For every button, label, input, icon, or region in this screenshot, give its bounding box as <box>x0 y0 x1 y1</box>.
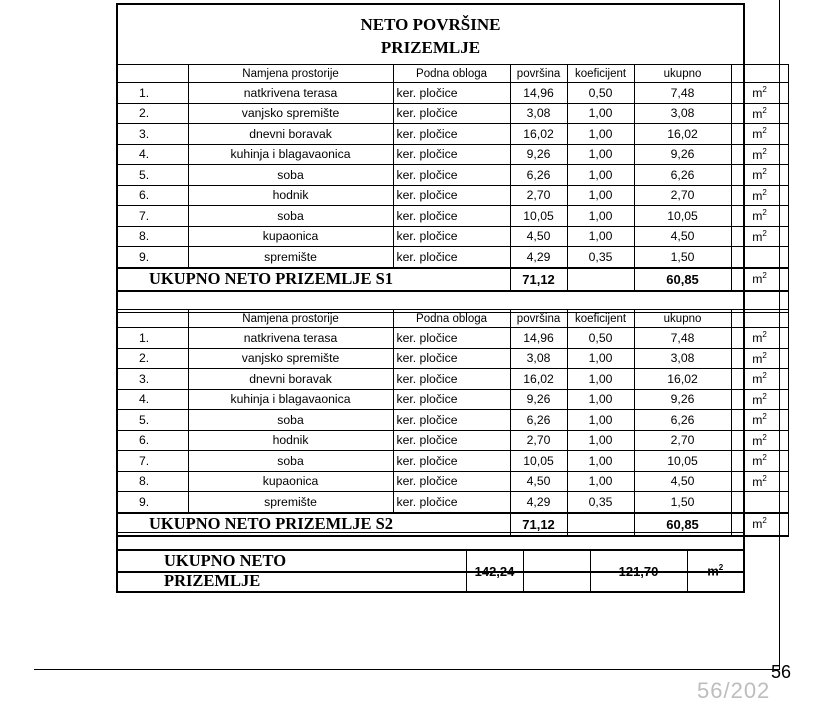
room-name: dnevni boravak <box>188 369 393 390</box>
table-row <box>117 492 789 513</box>
section-total-unit: $m^2$ <box>731 513 788 536</box>
grand-total-unit: $m^2$ <box>687 550 744 592</box>
section-total-sum: 60,85 <box>634 268 731 291</box>
room-coefficient: 1,00 <box>567 348 634 369</box>
unit-blank <box>731 492 788 513</box>
room-name: soba <box>188 165 393 186</box>
room-name: hodnik <box>188 430 393 451</box>
floor-covering: ker. pločice <box>393 247 510 268</box>
room-total: 4,50 <box>634 226 731 247</box>
table-row <box>117 83 789 104</box>
row-number: 6. <box>117 185 189 206</box>
table-row <box>117 103 789 124</box>
table-header-row <box>117 310 789 328</box>
unit-label: $m^2$ <box>731 389 788 410</box>
room-total: 7,48 <box>634 83 731 104</box>
header-unit <box>731 65 788 83</box>
room-coefficient: 1,00 <box>567 471 634 492</box>
room-coefficient: 1,00 <box>567 451 634 472</box>
room-total: 16,02 <box>634 124 731 145</box>
grand-total-area: 142,24 <box>466 550 523 592</box>
room-area: 9,26 <box>510 389 567 410</box>
room-coefficient: 1,00 <box>567 410 634 431</box>
header-name: Namjena prostorije <box>188 310 393 328</box>
unit-label: $m^2$ <box>731 226 788 247</box>
row-number: 8. <box>117 226 189 247</box>
room-coefficient: 0,50 <box>567 83 634 104</box>
header-total: ukupno <box>634 310 731 328</box>
header-area: površina <box>510 65 567 83</box>
unit-label: $m^2$ <box>731 430 788 451</box>
room-coefficient: 1,00 <box>567 206 634 227</box>
room-area: 6,26 <box>510 165 567 186</box>
room-coefficient: 1,00 <box>567 144 634 165</box>
room-total: 1,50 <box>634 492 731 513</box>
section-total-area: 71,12 <box>510 513 567 536</box>
unit-label: $m^2$ <box>731 369 788 390</box>
room-area: 3,08 <box>510 348 567 369</box>
row-number: 9. <box>117 492 189 513</box>
area-table-s1 <box>116 64 789 313</box>
floor-covering: ker. pločice <box>393 389 510 410</box>
room-total: 10,05 <box>634 206 731 227</box>
divider <box>116 532 745 533</box>
room-coefficient: 1,00 <box>567 165 634 186</box>
room-total: 9,26 <box>634 144 731 165</box>
room-coefficient: 0,50 <box>567 328 634 349</box>
room-name: spremište <box>188 492 393 513</box>
floor-covering: ker. pločice <box>393 165 510 186</box>
room-name: hodnik <box>188 185 393 206</box>
table-row <box>117 451 789 472</box>
table-row <box>117 185 789 206</box>
floor-covering: ker. pločice <box>393 451 510 472</box>
floor-covering: ker. pločice <box>393 369 510 390</box>
page-title <box>116 13 745 59</box>
floor-covering: ker. pločice <box>393 226 510 247</box>
room-area: 2,70 <box>510 185 567 206</box>
row-number: 5. <box>117 165 189 186</box>
unit-label: $m^2$ <box>731 144 788 165</box>
ghost-page-number: 56/202 <box>697 678 771 703</box>
floor-covering: ker. pločice <box>393 471 510 492</box>
room-name: soba <box>188 451 393 472</box>
table-row <box>117 471 789 492</box>
room-coefficient: 1,00 <box>567 124 634 145</box>
table-header-row <box>117 65 789 83</box>
header-floor: Podna obloga <box>393 65 510 83</box>
grand-total-sum: 121,70 <box>590 550 687 592</box>
table-row <box>117 124 789 145</box>
section-total-label: UKUPNO NETO PRIZEMLJE S1 <box>117 268 394 291</box>
table-row <box>117 206 789 227</box>
unit-label: $m^2$ <box>731 185 788 206</box>
unit-label: $m^2$ <box>731 451 788 472</box>
row-number: 3. <box>117 369 189 390</box>
header-total: ukupno <box>634 65 731 83</box>
title-line-2: PRIZEMLJE <box>380 38 481 57</box>
row-number: 3. <box>117 124 189 145</box>
room-name: vanjsko spremište <box>188 103 393 124</box>
row-number: 8. <box>117 471 189 492</box>
row-number: 2. <box>117 348 189 369</box>
room-name: dnevni boravak <box>188 124 393 145</box>
section-total-unit: $m^2$ <box>731 268 788 291</box>
unit-label: $m^2$ <box>731 124 788 145</box>
row-number: 7. <box>117 451 189 472</box>
room-total: 6,26 <box>634 165 731 186</box>
room-area: 14,96 <box>510 83 567 104</box>
section-total-label: UKUPNO NETO PRIZEMLJE S2 <box>117 513 394 536</box>
grand-total-row <box>117 550 744 592</box>
floor-covering: ker. pločice <box>393 144 510 165</box>
unit-label: $m^2$ <box>731 103 788 124</box>
room-total: 4,50 <box>634 471 731 492</box>
floor-covering: ker. pločice <box>393 328 510 349</box>
room-name: kupaonica <box>188 226 393 247</box>
table-row <box>117 430 789 451</box>
room-name: kuhinja i blagavaonica <box>188 144 393 165</box>
room-area: 3,08 <box>510 103 567 124</box>
room-total: 10,05 <box>634 451 731 472</box>
room-area: 2,70 <box>510 430 567 451</box>
floor-covering: ker. pločice <box>393 103 510 124</box>
area-table-s2 <box>116 309 789 537</box>
row-number: 1. <box>117 328 189 349</box>
room-total: 9,26 <box>634 389 731 410</box>
unit-label: $m^2$ <box>731 328 788 349</box>
table-row <box>117 226 789 247</box>
room-area: 6,26 <box>510 410 567 431</box>
room-total: 7,48 <box>634 328 731 349</box>
row-number: 6. <box>117 430 189 451</box>
table-row <box>117 410 789 431</box>
row-number: 1. <box>117 83 189 104</box>
row-number: 4. <box>117 389 189 410</box>
room-coefficient: 1,00 <box>567 389 634 410</box>
header-unit <box>731 310 788 328</box>
room-total: 2,70 <box>634 185 731 206</box>
room-area: 10,05 <box>510 206 567 227</box>
table-row <box>117 369 789 390</box>
room-total: 3,08 <box>634 103 731 124</box>
room-area: 4,50 <box>510 471 567 492</box>
unit-label: $m^2$ <box>731 348 788 369</box>
floor-covering: ker. pločice <box>393 124 510 145</box>
row-number: 2. <box>117 103 189 124</box>
unit-label: $m^2$ <box>731 83 788 104</box>
room-coefficient: 0,35 <box>567 247 634 268</box>
room-area: 16,02 <box>510 369 567 390</box>
floor-covering: ker. pločice <box>393 185 510 206</box>
floor-covering: ker. pločice <box>393 410 510 431</box>
header-num <box>117 310 189 328</box>
room-name: soba <box>188 410 393 431</box>
grand-total-blank <box>349 550 466 592</box>
floor-covering: ker. pločice <box>393 206 510 227</box>
table-row <box>117 348 789 369</box>
unit-blank <box>731 247 788 268</box>
room-area: 14,96 <box>510 328 567 349</box>
section-total-blank <box>393 268 510 291</box>
unit-label: $m^2$ <box>731 471 788 492</box>
room-total: 1,50 <box>634 247 731 268</box>
table-row <box>117 328 789 349</box>
table-row <box>117 144 789 165</box>
header-coef: koeficijent <box>567 65 634 83</box>
room-coefficient: 1,00 <box>567 369 634 390</box>
room-area: 10,05 <box>510 451 567 472</box>
grand-total-table <box>116 549 745 593</box>
page-number: 56 <box>771 662 792 682</box>
room-total: 16,02 <box>634 369 731 390</box>
header-coef: koeficijent <box>567 310 634 328</box>
row-number: 7. <box>117 206 189 227</box>
room-area: 16,02 <box>510 124 567 145</box>
header-num <box>117 65 189 83</box>
section-total-area: 71,12 <box>510 268 567 291</box>
room-coefficient: 1,00 <box>567 185 634 206</box>
grand-total-coef <box>523 550 590 592</box>
table-row <box>117 247 789 268</box>
room-coefficient: 1,00 <box>567 103 634 124</box>
unit-label: $m^2$ <box>731 410 788 431</box>
room-name: soba <box>188 206 393 227</box>
unit-label: $m^2$ <box>731 165 788 186</box>
room-total: 3,08 <box>634 348 731 369</box>
room-name: spremište <box>188 247 393 268</box>
table-row <box>117 389 789 410</box>
grand-total-label: UKUPNO NETO PRIZEMLJE <box>117 550 349 592</box>
room-area: 9,26 <box>510 144 567 165</box>
unit-label: $m^2$ <box>731 206 788 227</box>
room-area: 4,50 <box>510 226 567 247</box>
room-area: 4,29 <box>510 247 567 268</box>
row-number: 4. <box>117 144 189 165</box>
section-total-coef <box>567 268 634 291</box>
section-total-row <box>117 268 789 291</box>
room-coefficient: 1,00 <box>567 226 634 247</box>
room-total: 6,26 <box>634 410 731 431</box>
row-number: 5. <box>117 410 189 431</box>
floor-covering: ker. pločice <box>393 430 510 451</box>
floor-covering: ker. pločice <box>393 492 510 513</box>
title-line-1: NETO POVRŠINE <box>360 15 501 34</box>
room-name: natkrivena terasa <box>188 328 393 349</box>
room-coefficient: 0,35 <box>567 492 634 513</box>
floor-covering: ker. pločice <box>393 348 510 369</box>
room-coefficient: 1,00 <box>567 430 634 451</box>
room-name: kupaonica <box>188 471 393 492</box>
room-name: vanjsko spremište <box>188 348 393 369</box>
header-area: površina <box>510 310 567 328</box>
room-name: kuhinja i blagavaonica <box>188 389 393 410</box>
room-name: natkrivena terasa <box>188 83 393 104</box>
floor-covering: ker. pločice <box>393 83 510 104</box>
section-total-sum: 60,85 <box>634 513 731 536</box>
table-row <box>117 165 789 186</box>
room-area: 4,29 <box>510 492 567 513</box>
header-floor: Podna obloga <box>393 310 510 328</box>
room-total: 2,70 <box>634 430 731 451</box>
row-number: 9. <box>117 247 189 268</box>
header-name: Namjena prostorije <box>188 65 393 83</box>
